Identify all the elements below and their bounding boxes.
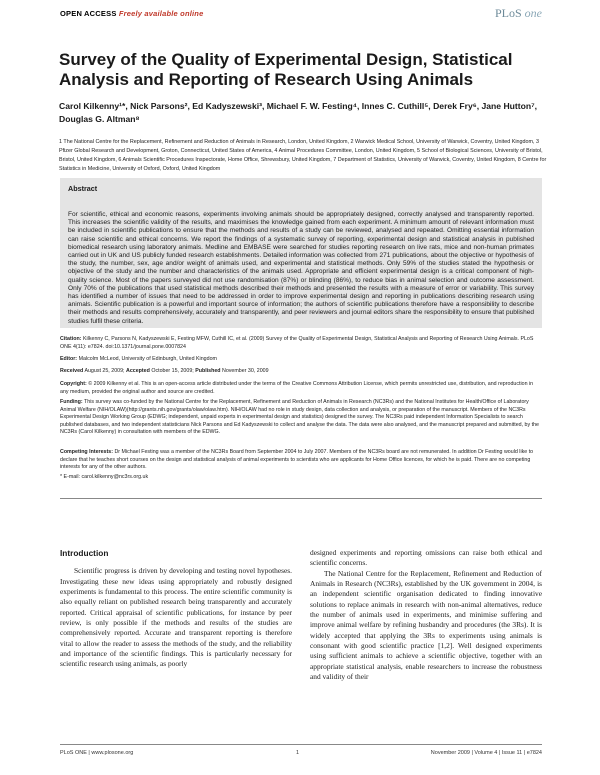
citation-label: Citation: [60, 336, 82, 342]
body-paragraph: The National Centre for the Replacement, Refinement and Reduction of Animals in Research (NC3Rs), established by the UK government in 2004, is an independent scientific organisation dedicated to finding innovative solutions to replace animals in research with non-animal alternatives, reduce the number of animals used in experiments, and minimise suffering and improve animal welfare by refining husbandry and procedures (the 3Rs). It is widely accepted that applying the 3Rs to experiments using animals is consonant with good scientific practice [1,2]. Well designed experiments using sufficient animals to achieve a scientific objective, together with an appropriate statistical analysis, enable researchers to increase the robustness and validity of their [310, 568, 542, 682]
accepted-label: Accepted [126, 368, 150, 374]
abstract-text: For scientific, ethical and economic reasons, experiments involving animals should be appropriately designed, correctly analysed and transparently reported. This increases the scientific validity of the results, and maximises the knowledge gained from each experiment. A minimum amount of relevant information must be included in scientific publications to ensure that the methods and results of a study can be reviewed, analysed and repeated. Omitting essential information can raise scientific and ethical concerns. We report the findings of a systematic survey of reporting, experimental design and statistical analysis in published biomedical research using laboratory animals. Medline and EMBASE were searched for studies reporting research on live rats, mice and non-human primates carried out in UK and US publicly funded research establishments. Detailed information was collected from 271 publications, about the objective or hypothesis of the study, the number, sex, age and/or weight of animals used, and experimental and statistical methods. Only 59% of the studies stated the hypothesis or objective of the study and the number and characteristics of the animals used. Appropriate and efficient experimental design is a critical component of high-quality science. Most of the papers surveyed did not use randomisation (87%) or blinding (86%), to reduce bias in animal selection and outcome assessment. Only 70% of the publications that used statistical methods described their methods and presented the results with a measure of error or variability. This survey has identified a number of issues that need to be addressed in order to improve experimental design and reporting in publications describing research using animals. Scientific publication is a powerful and important source of information; the authors of scientific publications therefore have a responsibility to describe their methods and results comprehensively, accurately and transparently, and peer reviewers and journal editors share the responsibility to ensure that published studies fulfil these criteria. [68, 211, 534, 325]
page-footer [60, 748, 542, 760]
received-date: August 25, 2009; [84, 368, 125, 374]
competing-interests-block [60, 449, 542, 472]
body-paragraph: Scientific progress is driven by developing and testing novel hypotheses. Investigating these new ideas using appropriately and robustly designed experiments is fundamental to this process. The entire scientific community is also equally reliant on published research being transparently and accurately reported. Critical appraisal of scientific publications, for instance by peer review, is only possible if the methods and results of the studies are comprehensively reported. Accurate and transparent reporting is therefore vital to allow the reader to assess the methods of the study, and the reliability and importance of the scientific findings. This is particularly necessary for scientific research using animals, as poorly [60, 566, 292, 669]
corresponding-email: * E-mail: carol.kilkenny@nc3rs.org.uk [60, 474, 149, 480]
open-access-label [60, 9, 203, 18]
body-column-right [310, 548, 542, 682]
body-paragraph: designed experiments and reporting omissions can raise both ethical and scientific concerns. [310, 548, 542, 568]
copyright-text: © 2009 Kilkenny et al. This is an open-access article distributed under the terms of the Creative Commons Attribution License, which permits unrestricted use, distribution, and reproduction in any medium, provided the original author and source are credited. [60, 381, 534, 395]
freely-available-text: Freely available online [118, 9, 204, 18]
published-date: November 30, 2009 [222, 368, 269, 374]
citation-text: Kilkenny C, Parsons N, Kadyszewski E, Festing MFW, Cuthill IC, et al. (2009) Survey of the Quality of Experimental Design, Statistical Analysis and Reporting of Research Using Animals. PLoS ONE 4(11): e7824. doi:10.1371/journal.pone.0007824 [60, 336, 534, 350]
citation-block [60, 336, 542, 351]
metadata-divider [60, 498, 542, 499]
editor-text: Malcolm McLeod, University of Edinburgh, United Kingdom [78, 356, 217, 362]
dates-block [60, 368, 542, 376]
competing-interests-label: Competing Interests: [60, 449, 113, 455]
editor-label: Editor: [60, 356, 78, 362]
email-block [60, 474, 542, 482]
copyright-label: Copyright: [60, 381, 87, 387]
plos-one-logo [495, 6, 542, 21]
editor-block [60, 356, 542, 364]
funding-text: This survey was co-funded by the National Centre for the Replacement, Refinement and Reduction of Animals in Research (NC3Rs) and the National Institutes for Health/Office of Laboratory Animal Welfare (NIH/OLAW)(http://grants.nih.gov/grants/olaw/olaw.htm). NIH/OLAW had no role in study design, data collection and analysis, or preparation of the manuscript. Members of the NC3Rs Experimental Design Working Group (EDWG; independent, unpaid experts in experimental design and statistics) designed the survey. The NC3Rs paid independent Information Specialists to search published databases, and two independent statisticians Nick Parsons and Ed Kadyszewski to collect and analyse the data. The data were also analysed, and the manuscript prepared and submitted, by the NC3Rs (Carol Kilkenny) in consultation with members of the EDWG. [60, 399, 539, 435]
footer-page-number: 1 [296, 750, 300, 756]
funding-block [60, 399, 542, 437]
journal-header-bar [0, 0, 600, 28]
accepted-date: October 15, 2009; [151, 368, 194, 374]
copyright-block [60, 381, 542, 396]
introduction-heading: Introduction [60, 548, 109, 558]
footer-issue: November 2009 | Volume 4 | Issue 11 | e7824 [430, 750, 542, 756]
body-column-left [60, 548, 292, 670]
received-label: Received [60, 368, 84, 374]
abstract-heading: Abstract [68, 184, 98, 193]
competing-interests-text: Dr Michael Festing was a member of the NC3Rs Board from September 2004 to July 2007. Members of the NC3Rs board are not remunerated. In addition Dr Festing would like to declare that he teaches short courses on the design and statistical analysis of animal experiments to scientists who are applicants for Home Office licences, for which he is paid. There are no competing interests for any of the other authors. [60, 449, 534, 470]
funding-label: Funding: [60, 399, 83, 405]
author-list: Carol Kilkenny¹*, Nick Parsons², Ed Kadyszewski³, Michael F. W. Festing⁴, Innes C. Cuthill⁵, Derek Fry⁶, Jane Hutton⁷, Douglas G. Altman⁸ [59, 101, 538, 124]
footer-journal: PLoS ONE | www.plosone.org [60, 750, 134, 756]
open-access-text: OPEN ACCESS [60, 9, 117, 18]
logo-plos-text: PLoS [494, 6, 522, 20]
abstract-box [60, 178, 542, 328]
article-title: Survey of the Quality of Experimental Design, Statistical Analysis and Reporting of Research Using Animals [59, 50, 513, 89]
logo-one-text: one [524, 6, 542, 20]
affiliations: 1 The National Centre for the Replacement, Refinement and Reduction of Animals in Research, London, United Kingdom, 2 Warwick Medical School, University of Warwick, Coventry, United Kingdom, 3 Pfizer Global Research and Development, Groton, Connecticut, United States of America, 4 Animal Procedures Committee, London, United Kingdom, 5 School of Biological Sciences, University of Bristol, Bristol, United Kingdom, 6 Animals Scientific Procedures Inspectorate, Home Office, Shrewsbury, United Kingdom, 7 Department of Statistics, University of Warwick, Coventry, United Kingdom, 8 Centre for Statistics in Medicine, University of Oxford, Oxford, United Kingdom [59, 139, 547, 172]
footer-divider [60, 744, 542, 745]
published-label: Published [195, 368, 221, 374]
